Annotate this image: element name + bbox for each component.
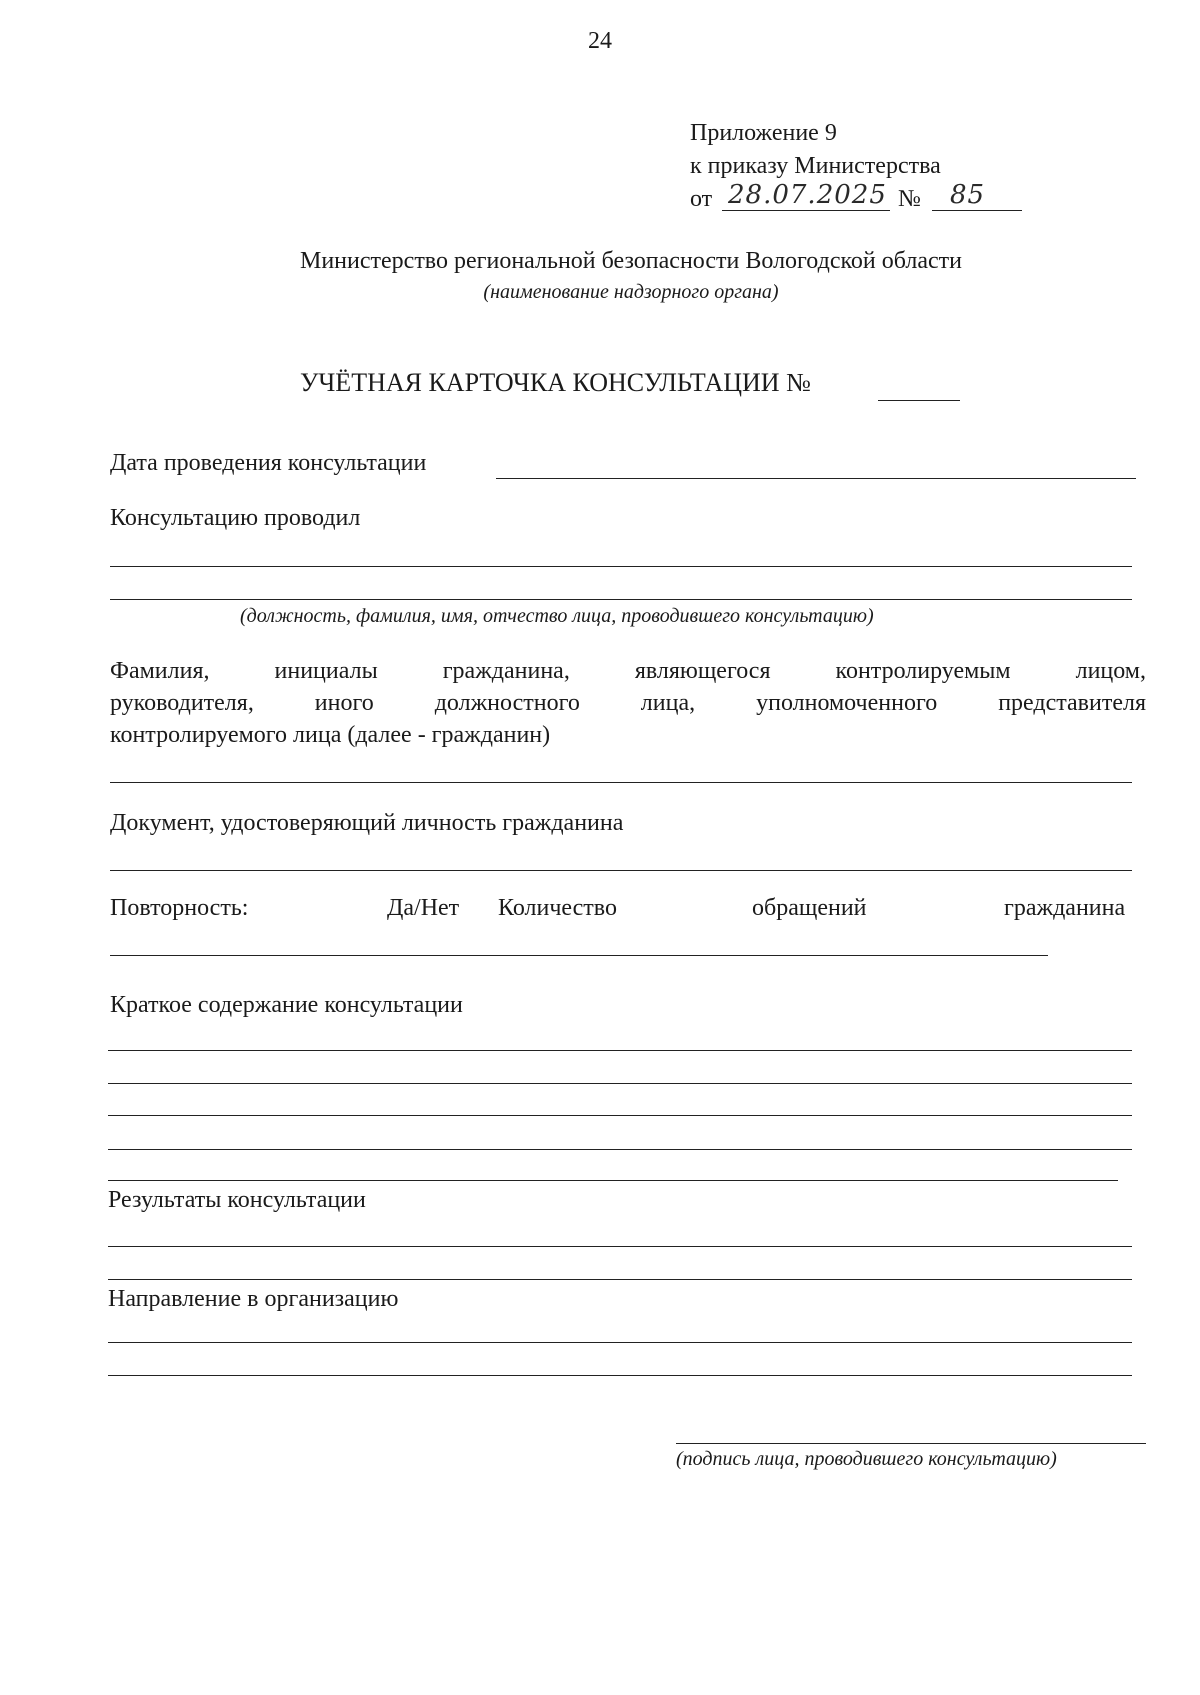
ministry-caption: (наименование надзорного органа) [483, 281, 779, 303]
summary-field-4[interactable] [108, 1149, 1132, 1150]
citizen-text-line3: контролируемого лица (далее - гражданин) [110, 722, 551, 748]
results-field-2[interactable] [108, 1279, 1132, 1280]
summary-field-1[interactable] [108, 1050, 1132, 1051]
appendix-number-label: № [898, 186, 921, 212]
repeat-citizen-label: гражданина [1004, 895, 1126, 921]
summary-label: Краткое содержание консультации [110, 992, 463, 1018]
ministry-name: Министерство региональной безопасности Вологодской области [300, 248, 962, 274]
citizen-field[interactable] [110, 782, 1132, 783]
date-label: Дата проведения консультации [110, 450, 427, 476]
date-field[interactable] [496, 478, 1136, 479]
referral-field-2[interactable] [108, 1375, 1132, 1376]
signature-caption: (подпись лица, проводившего консультацию) [676, 1448, 1057, 1470]
repeat-label: Повторность: [110, 895, 249, 921]
page-number: 24 [588, 28, 612, 54]
summary-field-3[interactable] [108, 1115, 1132, 1116]
summary-field-5[interactable] [108, 1180, 1118, 1181]
conducted-by-field-1[interactable] [110, 566, 1132, 567]
appendix-from-label: от [690, 186, 713, 212]
conducted-by-caption: (должность, фамилия, имя, отчество лица, проводившего консультацию) [240, 605, 874, 627]
signature-field[interactable] [676, 1443, 1146, 1444]
repeat-field[interactable] [110, 955, 1048, 956]
appendix-date-handwritten: 28.07.2025 [728, 180, 887, 210]
appendix-line2: к приказу Министерства [690, 153, 941, 179]
conducted-by-label: Консультацию проводил [110, 505, 361, 531]
summary-field-2[interactable] [108, 1083, 1132, 1084]
appendix-number-handwritten: 85 [950, 180, 986, 210]
document-label: Документ, удостоверяющий личность гражданина [110, 810, 624, 836]
citizen-text-line1: Фамилия, инициалы гражданина, являющегося контролируемым лицом, [110, 658, 1146, 684]
document-field[interactable] [110, 870, 1132, 871]
referral-field-1[interactable] [108, 1342, 1132, 1343]
repeat-requests-label: обращений [752, 895, 867, 921]
appendix-date-underline [722, 210, 890, 211]
card-number-field[interactable] [878, 400, 960, 401]
citizen-text-line2: руководителя, иного должностного лица, уполномоченного представителя [110, 690, 1146, 716]
repeat-count-label: Количество [498, 895, 617, 921]
card-title: УЧЁТНАЯ КАРТОЧКА КОНСУЛЬТАЦИИ № [300, 368, 811, 397]
results-field-1[interactable] [108, 1246, 1132, 1247]
repeat-yes-no[interactable]: Да/Нет [387, 895, 460, 921]
appendix-number-underline [932, 210, 1022, 211]
conducted-by-field-2[interactable] [110, 599, 1132, 600]
referral-label: Направление в организацию [108, 1286, 399, 1312]
results-label: Результаты консультации [108, 1187, 366, 1213]
appendix-line1: Приложение 9 [690, 120, 837, 146]
